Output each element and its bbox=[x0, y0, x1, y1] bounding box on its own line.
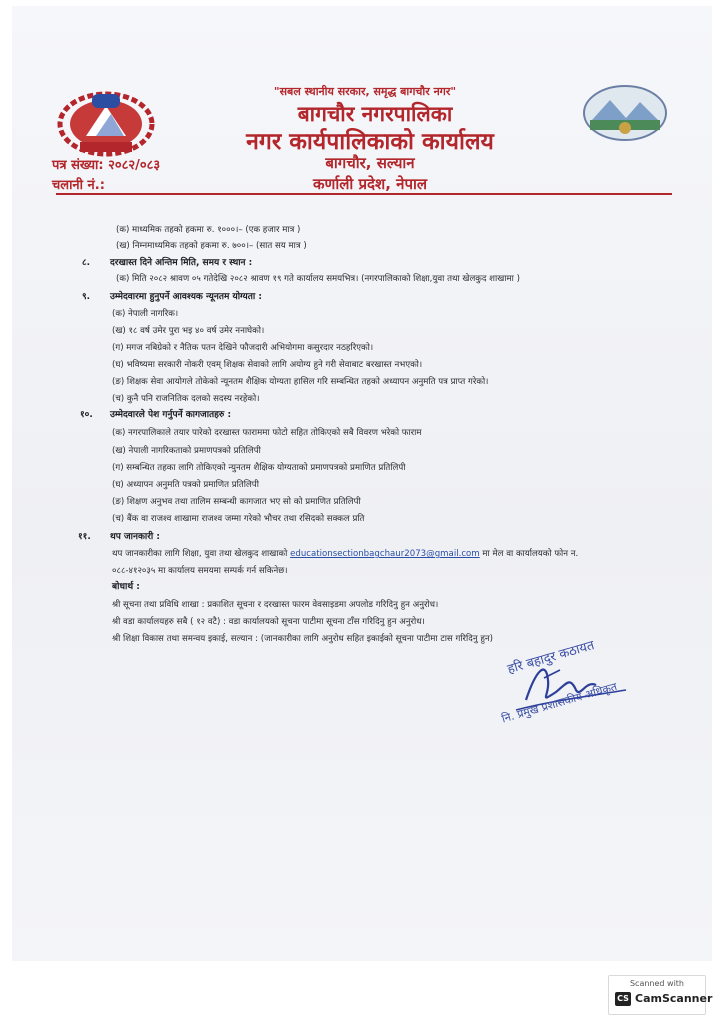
contact-phone-line: ०८८-४१२०३५ मा कार्यालय समयमा सम्पर्क गर्न सकिनेछ। bbox=[112, 566, 288, 576]
section-heading: उम्मेदवारमा हुनुपर्ने आवश्यक न्यूनतम योग्यता : bbox=[110, 292, 262, 302]
qualification-item: (ख) १८ वर्ष उमेर पुरा भइ ४० वर्ष उमेर ननाघेको। bbox=[112, 326, 265, 336]
cc-item: श्री सूचना तथा प्रविधि शाखा : प्रकाशित सूचना र दरखास्त फारम वेवसाइडमा अपलोड गरिदिनु हुन अनुरोध। bbox=[112, 600, 439, 610]
qualification-item: (घ) भविष्यमा सरकारी नोकरी एवम् शिक्षक सेवाको लागि अयोग्य हुने गरी सेवाबाट बरखास्त नभएको। bbox=[112, 360, 423, 370]
address-line-2: कर्णाली प्रदेश, नेपाल bbox=[312, 175, 428, 193]
qualification-item: (ग) मगज नबिग्रेको र नैतिक पतन देखिने फौजदारी अभियोगमा कसुरदार नठहरिएको। bbox=[112, 343, 374, 353]
header-divider bbox=[56, 193, 672, 195]
section-heading: दरखास्त दिने अन्तिम मिति, समय र स्थान : bbox=[110, 258, 253, 268]
scanned-with-label: Scanned with bbox=[629, 979, 685, 988]
qualification-item: (क) नेपाली नागरिक। bbox=[112, 309, 179, 319]
header-slogan: "सबल स्थानीय सरकार, समृद्ध बागचौर नगर" bbox=[273, 85, 457, 98]
section-number: १०. bbox=[80, 410, 93, 420]
signatory-name: हरि बहादुर कठायत bbox=[505, 638, 597, 678]
document-item: (ख) नेपाली नागरिकताको प्रमाणपत्रको प्रतिलिपी bbox=[112, 446, 261, 456]
document-item: (ग) सम्बन्धित तहका लागि तोकिएको न्युनतम शैक्षिक योग्यताको प्रमाणपत्रको प्रमाणित प्रतिलिपी bbox=[112, 463, 406, 473]
document-item: (क) नगरपालिकाले तयार पारेको दरखास्त फाराममा फोटो सहित तोकिएको सबै विवरण भरेको फाराम bbox=[112, 428, 422, 438]
camscanner-icon: CS bbox=[615, 992, 631, 1006]
section-heading: थप जानकारी : bbox=[110, 532, 160, 542]
letter-number: पत्र संख्या: २०८२/०८३ bbox=[52, 158, 161, 173]
section-number: ८. bbox=[82, 258, 91, 268]
dispatch-number: चलानी नं.: bbox=[52, 178, 105, 193]
address-line-1: बागचौर, सल्यान bbox=[325, 154, 415, 172]
document-item: (घ) अध्यापन अनुमति पत्रको प्रमाणित प्रतिलिपी bbox=[112, 480, 259, 490]
signatory-title: नि. प्रमुख प्रशासकीय अधिकृत bbox=[500, 680, 619, 726]
camscanner-brand: CamScanner bbox=[635, 992, 713, 1005]
camscanner-badge bbox=[608, 975, 713, 1015]
cc-item: श्री वडा कार्यालयहरु सबै ( १२ वटै) : वडा कार्यालयको सूचना पाटीमा सूचना टाँस गरिदिनु हुन अनुरोध। bbox=[112, 617, 425, 627]
contact-info-line bbox=[112, 549, 578, 560]
municipality-name: बागचौर नगरपालिका bbox=[297, 102, 453, 126]
municipality-logo bbox=[582, 84, 668, 142]
deadline-item: (क) मिति २०८२ श्रावण ०५ गतेदेखि २०८२ श्रावण १९ गते कार्यालय समयभित्र। (नगरपालिकाको शिक्षा,युवा तथा खेलकुद शाखामा ) bbox=[116, 274, 520, 284]
qualification-item: (च) कुनै पनि राजनितिक दलको सदस्य नरहेको। bbox=[112, 394, 260, 404]
section-number: ११. bbox=[78, 532, 91, 542]
document-item: (ङ) शिक्षण अनुभव तथा तालिम सम्बन्धी कागजात भए सो को प्रमाणित प्रतिलिपी bbox=[112, 497, 361, 507]
section-number: ९. bbox=[82, 292, 91, 302]
fee-secondary: (क) माध्यमिक तहको हकमा रु. १०००।– (एक हजार मात्र ) bbox=[116, 225, 301, 235]
contact-text: थप जानकारीका लागि शिक्षा, युवा तथा खेलकुद शाखाको bbox=[112, 549, 291, 559]
fee-lower-secondary: (ख) निम्नमाध्यमिक तहको हकमा रु. ७००।– (सात सय मात्र ) bbox=[116, 241, 307, 251]
office-name: नगर कार्यपालिकाको कार्यालय bbox=[246, 129, 494, 155]
cc-heading: बोधार्थ : bbox=[112, 582, 140, 592]
section-heading: उम्मेदवारले पेश गर्नुपर्ने कागजातहरु : bbox=[110, 410, 232, 420]
qualification-item: (ङ) शिक्षक सेवा आयोगले तोकेको न्यूनतम शैक्षिक योग्यता हासिल गरि सम्बन्धित तहको अध्यापन अनुमति पत्र प्राप्त गरेको। bbox=[112, 377, 489, 387]
document-item: (च) बैंक वा राजश्व शाखामा राजश्व जम्मा गरेको भौचर तथा रसिदको सक्कल प्रति bbox=[112, 514, 365, 524]
cc-item: श्री शिक्षा विकास तथा समन्वय इकाई, सल्यान : (जानकारीका लागि अनुरोध सहित इकाईको सूचना पाटीमा टास गरिदिनु हुन) bbox=[112, 634, 494, 644]
nepal-emblem-logo bbox=[56, 84, 156, 158]
contact-text: मा मेल वा कार्यालयको फोन न. bbox=[479, 549, 579, 559]
email-link[interactable]: educationsectionbagchaur2073@gmail.com bbox=[290, 549, 480, 559]
